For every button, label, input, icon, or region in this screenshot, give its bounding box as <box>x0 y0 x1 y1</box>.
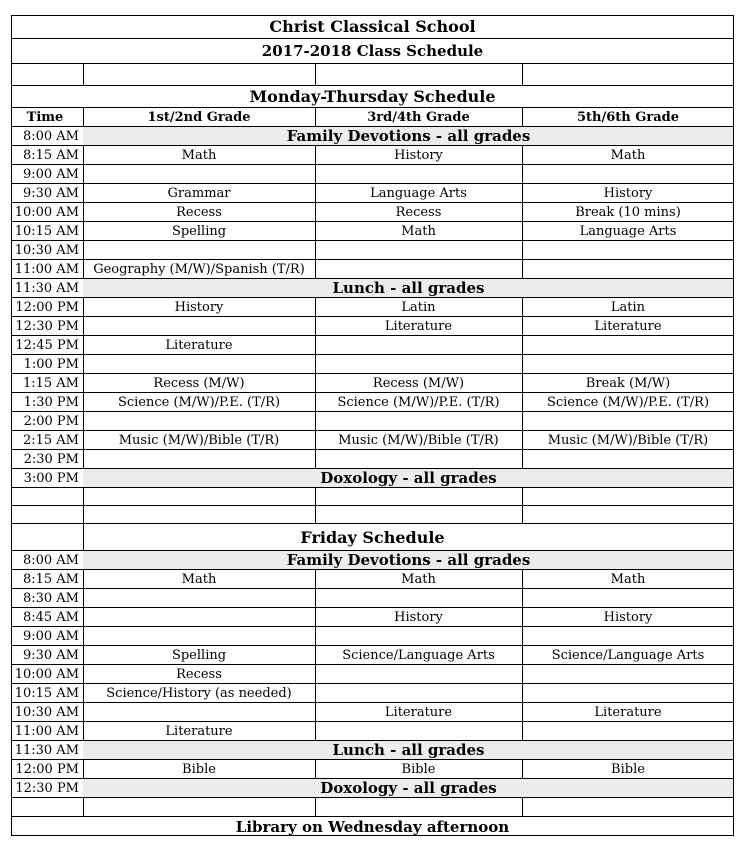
column-header-row <box>11 108 734 127</box>
grade-1-2-header: 1st/2nd Grade <box>147 109 251 125</box>
schedule-row <box>11 203 734 222</box>
grade-5-6-activity <box>522 665 734 683</box>
grade-1-2-activity: Recess (M/W) <box>153 375 245 391</box>
schedule-row <box>11 374 734 393</box>
grade-3-4-activity: Literature <box>384 318 453 334</box>
grade-3-4-activity <box>315 260 522 278</box>
time-cell: 8:00 AM <box>22 128 79 144</box>
grade-1-2-activity: Math <box>181 571 217 587</box>
grade-1-2-activity: Math <box>181 147 217 163</box>
grade-3-4-activity <box>315 450 522 468</box>
grade-5-6-activity <box>522 627 734 645</box>
grade-3-4-activity <box>315 165 522 183</box>
time-cell: 12:30 PM <box>15 780 79 796</box>
grade-5-6-activity: Latin <box>610 299 646 315</box>
time-cell: 11:30 AM <box>14 742 79 758</box>
friday-heading: Friday Schedule <box>300 527 445 547</box>
schedule-row <box>11 665 734 684</box>
grade-1-2-activity <box>83 608 315 626</box>
grade-5-6-activity: Bible <box>611 761 645 777</box>
schedule-row <box>11 684 734 703</box>
time-cell: 8:15 AM <box>22 571 79 587</box>
grade-1-2-activity: Bible <box>182 761 216 777</box>
grade-1-2-activity <box>83 703 315 721</box>
grade-1-2-activity: Grammar <box>167 185 231 201</box>
time-cell: 2:30 PM <box>23 451 79 467</box>
time-cell: 8:45 AM <box>22 609 79 625</box>
grade-3-4-activity: History <box>394 609 443 625</box>
schedule-row <box>11 608 734 627</box>
time-cell: 9:00 AM <box>22 628 79 644</box>
time-cell: 9:30 AM <box>22 647 79 663</box>
time-cell: 2:15 AM <box>22 432 79 448</box>
all-grades-activity: Lunch - all grades <box>83 279 734 297</box>
schedule-row <box>11 127 734 146</box>
all-grades-activity: Doxology - all grades <box>83 469 734 487</box>
grade-5-6-activity: Music (M/W)/Bible (T/R) <box>547 432 709 448</box>
schedule-row <box>11 336 734 355</box>
grade-3-4-activity: History <box>394 147 443 163</box>
grade-3-4-activity <box>315 355 522 373</box>
grade-3-4-activity: Language Arts <box>370 185 467 201</box>
column-divider <box>83 488 84 505</box>
grade-3-4-activity: Bible <box>401 761 436 777</box>
schedule-row <box>11 412 734 431</box>
all-grades-activity: Family Devotions - all grades <box>83 551 734 569</box>
grade-5-6-activity: Math <box>610 147 646 163</box>
schedule-table <box>11 15 734 836</box>
time-cell: 10:30 AM <box>14 242 79 258</box>
grade-3-4-activity <box>315 627 522 645</box>
grade-3-4-activity: Math <box>401 223 436 239</box>
grade-1-2-activity: Science (M/W)/P.E. (T/R) <box>117 394 281 410</box>
grade-3-4-activity <box>315 722 522 740</box>
blank-row <box>11 506 734 524</box>
grade-3-4-activity <box>315 336 522 354</box>
schedule-row <box>11 589 734 608</box>
column-divider <box>522 488 523 505</box>
grade-1-2-activity: Literature <box>165 337 233 353</box>
time-cell: 1:15 AM <box>22 375 79 391</box>
schedule-row <box>11 722 734 741</box>
grade-1-2-activity <box>83 355 315 373</box>
time-header: Time <box>26 109 64 125</box>
grade-1-2-activity: Recess <box>176 666 222 682</box>
footer-note: Library on Wednesday afternoon <box>235 817 510 836</box>
schedule-row <box>11 298 734 317</box>
schedule-row <box>11 703 734 722</box>
grade-5-6-activity <box>522 450 734 468</box>
schedule-row <box>11 146 734 165</box>
grade-1-2-activity: Geography (M/W)/Spanish (T/R) <box>93 261 305 277</box>
grade-3-4-activity: Literature <box>384 704 453 720</box>
schedule-row <box>11 393 734 412</box>
time-cell: 10:30 AM <box>14 704 79 720</box>
schedule-row <box>11 741 734 760</box>
schedule-row <box>11 779 734 798</box>
column-divider <box>522 506 523 523</box>
grade-5-6-activity: Literature <box>594 704 662 720</box>
grade-1-2-activity <box>83 589 315 607</box>
grade-3-4-activity: Math <box>401 571 436 587</box>
grade-5-6-activity: History <box>603 609 653 625</box>
schedule-row <box>11 450 734 469</box>
grade-3-4-activity: Recess (M/W) <box>372 375 465 391</box>
grade-3-4-activity <box>315 241 522 259</box>
schedule-row <box>11 241 734 260</box>
schedule-row <box>11 279 734 298</box>
time-cell: 10:15 AM <box>14 685 79 701</box>
time-cell: 10:15 AM <box>14 223 79 239</box>
grade-5-6-activity: Break (10 mins) <box>575 204 681 220</box>
grade-5-6-activity <box>522 722 734 740</box>
grade-3-4-header: 3rd/4th Grade <box>367 109 470 125</box>
subtitle-row <box>11 39 734 64</box>
grade-5-6-header: 5th/6th Grade <box>576 109 679 125</box>
schedule-row <box>11 627 734 646</box>
grade-1-2-activity <box>83 165 315 183</box>
grade-1-2-activity: Spelling <box>171 647 227 663</box>
grade-5-6-activity <box>522 684 734 702</box>
mt-heading: Monday-Thursday Schedule <box>249 87 496 106</box>
grade-5-6-activity: Language Arts <box>579 223 677 239</box>
column-divider <box>315 798 316 816</box>
all-grades-activity: Lunch - all grades <box>83 741 734 759</box>
schedule-row <box>11 551 734 570</box>
grade-1-2-activity: History <box>174 299 224 315</box>
column-divider <box>315 64 316 85</box>
time-cell: 9:30 AM <box>22 185 79 201</box>
grade-3-4-activity: Latin <box>401 299 436 315</box>
column-divider <box>522 64 523 85</box>
time-cell: 2:00 PM <box>23 413 79 429</box>
column-divider <box>83 798 84 816</box>
grade-5-6-activity: Science/Language Arts <box>551 647 705 663</box>
time-cell: 10:00 AM <box>14 666 79 682</box>
grade-3-4-activity: Science (M/W)/P.E. (T/R) <box>337 394 500 410</box>
grade-5-6-activity: Literature <box>594 318 662 334</box>
blank-row <box>11 488 734 506</box>
column-divider <box>83 506 84 523</box>
time-cell: 1:30 PM <box>23 394 79 410</box>
time-cell: 12:45 PM <box>15 337 79 353</box>
grade-5-6-activity: Break (M/W) <box>585 375 671 391</box>
time-cell: 12:30 PM <box>15 318 79 334</box>
grade-5-6-activity <box>522 336 734 354</box>
grade-1-2-activity: Literature <box>165 723 233 739</box>
heading-row <box>11 86 734 108</box>
schedule-row <box>11 260 734 279</box>
time-cell: 11:30 AM <box>14 280 79 296</box>
grade-3-4-activity: Science/Language Arts <box>342 647 495 663</box>
grade-5-6-activity <box>522 355 734 373</box>
grade-3-4-activity <box>315 684 522 702</box>
grade-1-2-activity: Spelling <box>171 223 227 239</box>
schedule-row <box>11 469 734 488</box>
column-divider <box>315 506 316 523</box>
grade-5-6-activity <box>522 589 734 607</box>
time-cell: 1:00 PM <box>23 356 79 372</box>
grade-3-4-activity <box>315 665 522 683</box>
grade-1-2-activity <box>83 241 315 259</box>
column-divider <box>83 64 84 85</box>
grade-3-4-activity <box>315 589 522 607</box>
column-divider <box>522 798 523 816</box>
grade-5-6-activity <box>522 165 734 183</box>
grade-1-2-activity: Recess <box>176 204 222 220</box>
grade-5-6-activity <box>522 260 734 278</box>
schedule-row <box>11 646 734 665</box>
all-grades-activity: Doxology - all grades <box>83 779 734 797</box>
grade-1-2-activity <box>83 412 315 430</box>
time-cell: 11:00 AM <box>14 261 79 277</box>
all-grades-activity: Family Devotions - all grades <box>83 127 734 145</box>
heading-row <box>11 524 734 551</box>
grade-5-6-activity: Math <box>610 571 646 587</box>
time-cell: 12:00 PM <box>15 299 79 315</box>
schedule-row <box>11 431 734 450</box>
time-cell: 12:00 PM <box>15 761 79 777</box>
column-divider <box>315 488 316 505</box>
grade-1-2-activity <box>83 317 315 335</box>
footer-row <box>11 817 734 836</box>
school-name: Christ Classical School <box>269 17 476 36</box>
grade-3-4-activity: Music (M/W)/Bible (T/R) <box>338 432 499 448</box>
schedule-row <box>11 570 734 589</box>
grade-1-2-activity <box>83 450 315 468</box>
blank-row <box>11 64 734 86</box>
schedule-row <box>11 222 734 241</box>
time-cell: 8:30 AM <box>22 590 79 606</box>
time-cell: 9:00 AM <box>22 166 79 182</box>
time-cell: 11:00 AM <box>14 723 79 739</box>
schedule-title: 2017-2018 Class Schedule <box>261 42 484 60</box>
schedule-row <box>11 165 734 184</box>
grade-3-4-activity: Recess <box>395 204 442 220</box>
grade-5-6-activity <box>522 412 734 430</box>
schedule-row <box>11 317 734 336</box>
grade-1-2-activity <box>83 627 315 645</box>
time-cell: 10:00 AM <box>14 204 79 220</box>
title-row <box>11 15 734 39</box>
grade-5-6-activity: Science (M/W)/P.E. (T/R) <box>546 394 710 410</box>
blank-row <box>11 798 734 817</box>
schedule-row <box>11 355 734 374</box>
grade-5-6-activity: History <box>603 185 653 201</box>
time-cell: 3:00 PM <box>23 470 79 486</box>
schedule-row <box>11 760 734 779</box>
schedule-row <box>11 184 734 203</box>
grade-1-2-activity: Science/History (as needed) <box>106 685 292 701</box>
grade-3-4-activity <box>315 412 522 430</box>
grade-5-6-activity <box>522 241 734 259</box>
time-cell: 8:00 AM <box>22 552 79 568</box>
time-cell: 8:15 AM <box>22 147 79 163</box>
grade-1-2-activity: Music (M/W)/Bible (T/R) <box>118 432 280 448</box>
